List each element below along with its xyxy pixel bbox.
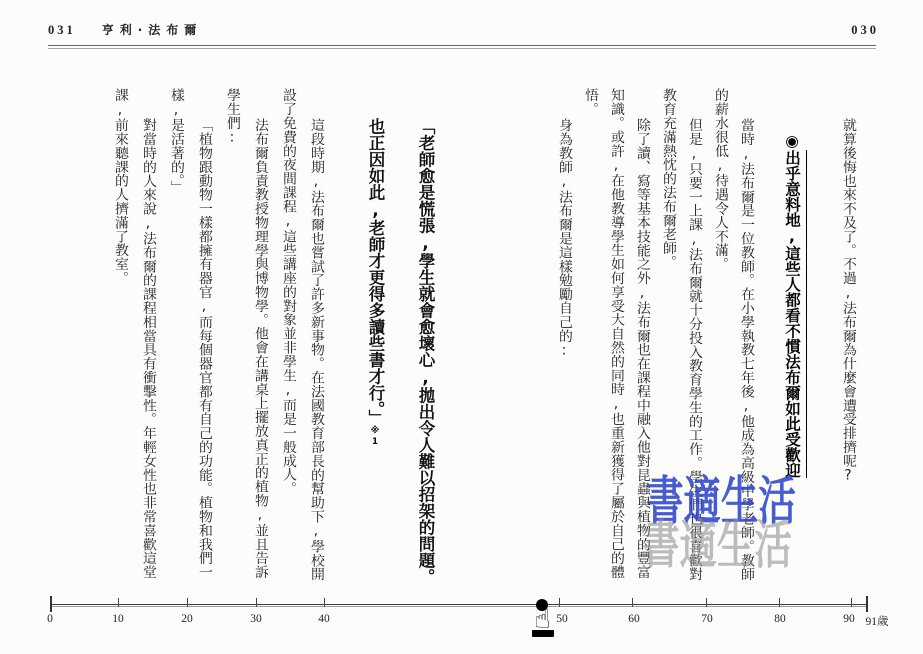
timeline-tick: [851, 598, 852, 607]
timeline-label: 20: [181, 613, 193, 625]
timeline-label: 91歲: [865, 616, 889, 628]
paragraph-intro: 就算後悔也來不及了。不過,法布爾為什麼會遭受排擠呢?: [840, 118, 856, 484]
timeline-tick: [118, 598, 119, 607]
timeline-label: 90: [843, 613, 855, 625]
footnote-marker: ※1: [370, 425, 380, 448]
pointing-hand-icon: [524, 606, 561, 637]
timeline-tick: [706, 598, 707, 607]
paragraph: 除了讀、寫等基本技能之外,法布爾也在課程中融入他對昆蟲與植物的豐富知識。或許,在他教導學生如何享受大自然的同時,也重新獲得了屬於自己的體悟。: [582, 88, 650, 579]
paragraph: 但是,只要一上課,法布爾就十分投入教育學生的工作。學生們也很喜歡對教育充滿熱忱的法布爾老師。: [660, 88, 702, 581]
timeline-tick: [632, 598, 633, 607]
timeline-tick: [779, 598, 780, 607]
paragraph: 當時,法布爾是一位教師。在小學執教七年後,他成為高級中學老師。教師的薪水很低,待遇令人不滿。: [712, 88, 754, 581]
pointing-finger-glyph: ☝: [534, 604, 551, 635]
timeline-label: 10: [112, 613, 124, 625]
blockquote-text: 「老師愈是慌張,學生就會愈壞心,拋出令人難以招架的問題。也正因如此,老師才更得多讀些書才行。」: [366, 118, 435, 585]
timeline-tick: [187, 598, 188, 607]
timeline-label: 0: [47, 613, 53, 625]
header-divider: [48, 45, 876, 49]
timeline-tick: [256, 598, 257, 607]
page-030-text: [556, 88, 861, 590]
age-timeline: [0, 593, 923, 654]
watermark-blue: 書適生活: [646, 471, 796, 532]
timeline-end-tick: [866, 596, 868, 612]
blockquote: [350, 88, 450, 590]
timeline-label: 40: [318, 613, 330, 625]
timeline-label: 60: [628, 613, 640, 625]
timeline-label: 70: [701, 613, 713, 625]
page-031-text: [78, 88, 450, 590]
paragraph: 身為教師,法布爾是這樣勉勵自己的:: [556, 118, 572, 359]
timeline-end-tick: [50, 596, 52, 612]
page-number-right: 030: [851, 23, 879, 37]
watermark-gray: 書適生活: [642, 515, 792, 576]
section-heading-text: 出乎意料地,這些人都看不慣法布爾如此受歡迎: [783, 150, 807, 478]
running-head-left: [48, 21, 202, 38]
paragraph: 對當時的人來說,法布爾的課程相當具有衝擊性。年輕女性也非常喜歡這堂課,前來聽課的人擠滿了教室。: [112, 88, 156, 579]
page-number-left: 031: [48, 23, 76, 37]
paragraph-quote: 「植物跟動物一樣都擁有器官,而每個器官都有自己的功能。植物和我們一樣,是活著的。」: [168, 88, 212, 579]
paragraph: 法布爾負責教授物理學與博物學。他會在講桌上擺放真正的植物,並且告訴學生們:: [224, 88, 268, 579]
timeline-label: 50: [556, 613, 568, 625]
running-head: [48, 21, 879, 38]
paragraph: 這段時期,法布爾也嘗試了許多新事物。在法國教育部長的幫助下,學校開設了免費的夜間課程,這些講座的對象並非學生,而是一般成人。: [280, 88, 324, 581]
section-heading: [777, 88, 807, 590]
timeline-label: 30: [250, 613, 262, 625]
book-title: 亨利·法布爾: [101, 23, 203, 37]
timeline-tick: [324, 598, 325, 607]
heading-bullet-icon: ◉: [783, 132, 801, 150]
timeline-label: 80: [774, 613, 786, 625]
timeline-axis: [50, 604, 867, 607]
